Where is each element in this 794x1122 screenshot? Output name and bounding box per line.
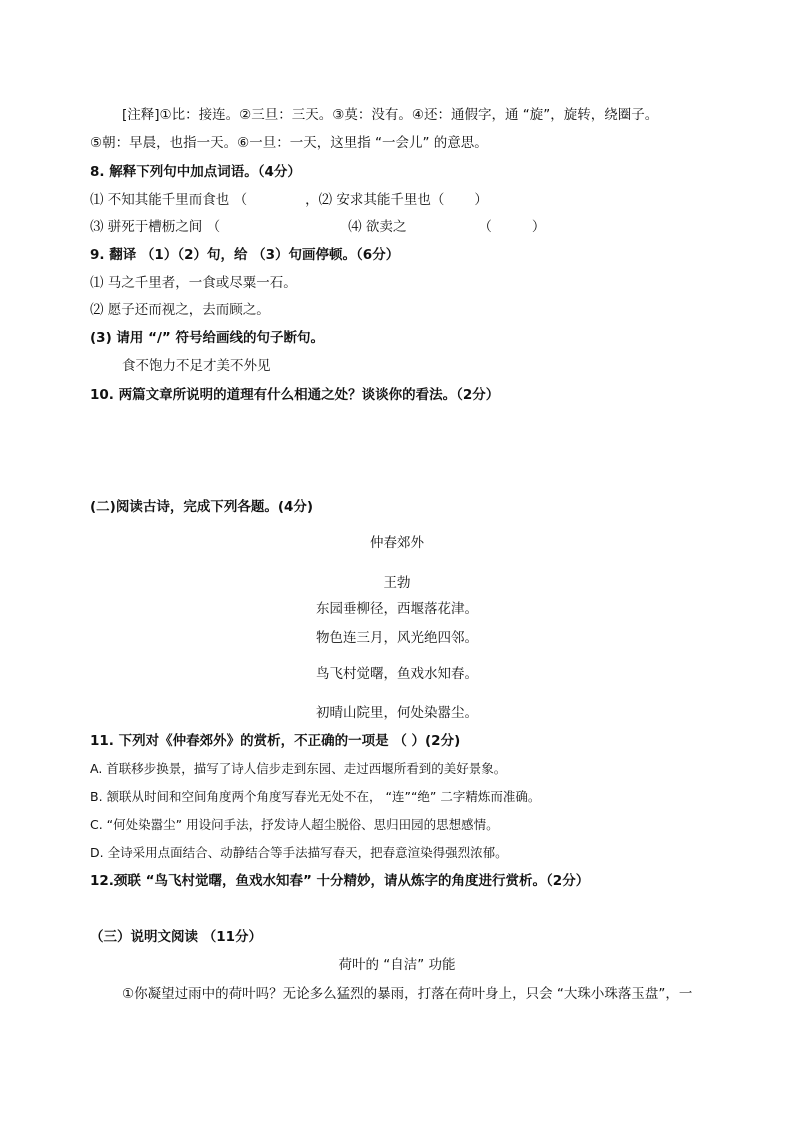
q8-item-1: ⑴ 不知其能千里而食也 （: [90, 192, 248, 208]
question-10-title: 10. 两篇文章所说明的道理有什么相通之处？谈谈你的看法。（2分）: [90, 387, 500, 403]
question-8-row-1: [90, 190, 740, 210]
q9-item-2: ⑵ 愿子还而视之，去而顾之。: [90, 302, 270, 318]
q8-item-2: ，⑵ 安求其能千里也（: [305, 192, 445, 208]
poem-title: 仲春郊外: [370, 535, 424, 551]
question-12-title: 12.颈联 “鸟飞村觉曙，鱼戏水知春” 十分精妙，请从炼字的角度进行赏析。（2分）: [90, 873, 590, 889]
question-8-row-2: [90, 217, 740, 237]
poem-line-2: 物色连三月，风光绝四邻。: [316, 630, 478, 646]
question-9-title: 9. 翻译 （1）（2）句，给 （3）句画停顿。（6分）: [90, 247, 400, 263]
q8-item-3: ⑶ 骈死于槽枥之间 （: [90, 219, 221, 235]
q9-sentence-to-punctuate: 食不饱力不足才美不外见: [122, 358, 271, 374]
q11-option-b: B. 颔联从时间和空间角度两个角度写春光无处不在， “连”“绝” 二字精炼而准确。: [90, 789, 541, 804]
annotation-line-1: [注释]①比：接连。②三旦：三天。③莫：没有。④还：通假字，通 “旋”，旋转，绕圈子。: [122, 107, 659, 123]
q8-item-4-open: （: [478, 219, 492, 235]
q9-item-1: ⑴ 马之千里者，一食或尽粟一石。: [90, 275, 297, 291]
q11-option-a: A. 首联移步换景，描写了诗人信步走到东园、走过西堰所看到的美好景象。: [90, 761, 507, 776]
question-11-title: 11. 下列对《仲春郊外》的赏析，不正确的一项是 （ ）(2分): [90, 733, 461, 749]
article-paragraph-1: ①你凝望过雨中的荷叶吗？无论多么猛烈的暴雨，打落在荷叶身上，只会 “大珠小珠落玉盘”，一: [122, 986, 693, 1002]
q8-item-4: ⑷ 欲卖之: [348, 219, 407, 235]
q9-item-3: (3) 请用 “/” 符号给画线的句子断句。: [90, 330, 325, 346]
annotation-line-2: ⑤朝：早晨，也指一天。⑥一旦：一天，这里指 “一会儿” 的意思。: [90, 135, 488, 151]
poem-author: 王勃: [383, 575, 411, 591]
poem-line-1: 东园垂柳径，西堰落花津。: [316, 601, 478, 617]
poem-line-4: 初晴山院里，何处染嚣尘。: [316, 705, 478, 721]
section-3-title: （三）说明文阅读 （11分）: [90, 929, 262, 945]
q11-option-c: C. “何处染嚣尘” 用设问手法，抒发诗人超尘脱俗、思归田园的思想感情。: [90, 817, 499, 832]
section-2-title: (二)阅读古诗，完成下列各题。(4分): [90, 499, 314, 515]
q11-option-d: D. 全诗采用点面结合、动静结合等手法描写春天，把春意渲染得强烈浓郁。: [90, 845, 508, 860]
q8-item-4-close: ）: [531, 219, 546, 235]
q8-item-2-close: ）: [474, 192, 488, 208]
poem-line-3: 鸟飞村觉曙，鱼戏水知春。: [316, 666, 478, 682]
question-8-title: 8. 解释下列句中加点词语。（4分）: [90, 164, 301, 180]
article-title: 荷叶的 “自洁” 功能: [338, 957, 456, 973]
